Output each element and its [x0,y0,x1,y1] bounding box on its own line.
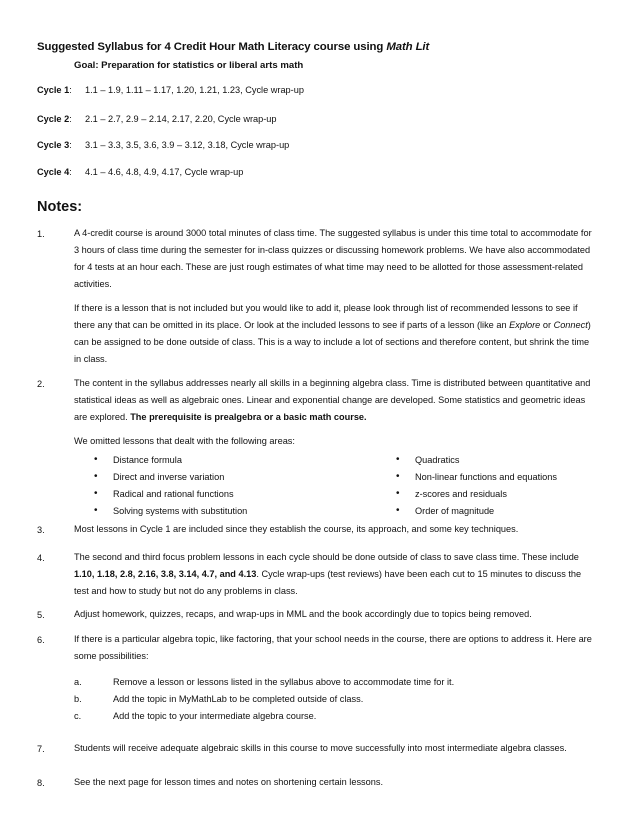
note-6-text: If there is a particular algebra topic, like factoring, that your school needs in the course, there are options to address it. Here are some possibilities: [74,634,592,661]
option-letter: b. [74,694,82,704]
bullet-text: Radical and rational functions [113,489,234,499]
bullet-text: z-scores and residuals [415,489,507,499]
bullet-icon: • [94,471,98,482]
note-number: 6. [37,635,45,645]
cycle-label: Cycle 1 [37,85,70,95]
cycle-2: Cycle 2: 2.1 – 2.7, 2.9 – 2.14, 2.17, 2.20, Cycle wrap-up [37,114,277,124]
note-number: 8. [37,778,45,788]
note-number: 7. [37,744,45,754]
bullet-text: Direct and inverse variation [113,472,225,482]
note-bold-text: 1.10, 1.18, 2.8, 2.16, 3.8, 3.14, 4.7, and 4.13 [74,568,257,579]
note-number: 4. [37,553,45,563]
note-text: ) can be assigned to be done outside of class. This is a way to include a lot of sections and therefore content, but shrink the time in class. [74,319,591,364]
note-4-paragraph [74,549,594,600]
bullet-text: Quadratics [415,455,460,465]
note-number: 3. [37,525,45,535]
bullet-text: Non-linear functions and equations [415,472,557,482]
bullet-text: Distance formula [113,455,182,465]
note-number: 1. [37,229,45,239]
bullet-icon: • [94,454,98,465]
option-letter: a. [74,677,82,687]
cycle-lessons: 2.1 – 2.7, 2.9 – 2.14, 2.17, 2.20, Cycle wrap-up [85,114,277,124]
note-text: The second and third focus problem lessons in each cycle should be done outside of class to save class time. These include [74,552,579,562]
course-goal: Goal: Preparation for statistics or liberal arts math [74,60,304,71]
note-3-text: Most lessons in Cycle 1 are included since they establish the course, its approach, and some key techniques. [74,524,519,534]
note-8-text: See the next page for lesson times and notes on shortening certain lessons. [74,777,383,787]
option-text: Add the topic to your intermediate algebra course. [113,711,317,721]
note-text: The content in the syllabus addresses nearly all skills in a beginning algebra class. Time is distributed between quantitative and statistical ideas as well as algebraic ones. Linear and exponential change are developed. Some statistics and geometric ideas are explored. [74,378,591,422]
cycle-label: Cycle 3 [37,140,70,150]
bullet-icon: • [396,471,400,482]
note-text: . Cycle wrap-ups (test reviews) have been each cut to 15 minutes to discuss the test and how to study but not do any problems in class. [74,568,582,596]
option-text: Remove a lesson or lessons listed in the syllabus above to accommodate time for it. [113,677,455,687]
bullet-icon: • [94,505,98,516]
notes-heading: Notes: [37,199,83,215]
note-5-text: Adjust homework, quizzes, recaps, and wrap-ups in MML and the book accordingly due to topics being removed. [74,609,532,619]
cycle-lessons: 1.1 – 1.9, 1.11 – 1.17, 1.20, 1.21, 1.23, Cycle wrap-up [85,85,304,95]
cycle-lessons: 4.1 – 4.6, 4.8, 4.9, 4.17, Cycle wrap-up [85,167,244,177]
note-7-text: Students will receive adequate algebraic skills in this course to move successfully into most intermediate algebra classes. [74,743,567,753]
option-text: Add the topic in MyMathLab to be completed outside of class. [113,694,364,704]
option-letter: c. [74,711,82,721]
title-text: Suggested Syllabus for 4 Credit Hour Math Literacy course using [37,41,387,53]
note-number: 2. [37,379,45,389]
note-bold-text: The prerequisite is prealgebra or a basic math course. [130,411,367,422]
cycle-1: Cycle 1: 1.1 – 1.9, 1.11 – 1.17, 1.20, 1.21, 1.23, Cycle wrap-up [37,85,304,95]
bullet-icon: • [396,488,400,499]
bullet-text: Solving systems with substitution [113,506,248,516]
document-title [37,41,429,53]
cycle-label: Cycle 4 [37,167,70,177]
note-emphasis: Explore [509,319,541,330]
note-number: 5. [37,610,45,620]
note-text: or [540,319,554,330]
cycle-4: Cycle 4: 4.1 – 4.6, 4.8, 4.9, 4.17, Cycle wrap-up [37,167,244,177]
title-book-name: Math Lit [386,41,430,53]
note-1-paragraph-1: A 4-credit course is around 3000 total minutes of class time. The suggested syllabus is under this time total to accommodate for 3 hours of class time during the semester for in-class quizzes or discussing homework problems. We have also accommodated for 4 tests at an hour each. These are just rough estimates of what time may need to be allotted for those assessment-related activities. [74,228,592,289]
cycle-3: Cycle 3: 3.1 – 3.3, 3.5, 3.6, 3.9 – 3.12, 3.18, Cycle wrap-up [37,140,290,150]
omitted-lessons-intro: We omitted lessons that dealt with the following areas: [74,436,295,446]
cycle-lessons: 3.1 – 3.3, 3.5, 3.6, 3.9 – 3.12, 3.18, Cycle wrap-up [85,140,290,150]
bullet-icon: • [396,454,400,465]
note-2-paragraph [74,375,594,426]
bullet-icon: • [94,488,98,499]
note-emphasis: Connect [553,319,588,330]
note-1-paragraph-2 [74,300,594,368]
cycle-label: Cycle 2 [37,114,70,124]
note-text: If there is a lesson that is not included but you would like to add it, please look through list of recommended lessons to see if there any that can be omitted in its place. Or look at the included lessons to see if parts of a lesson (like an [74,303,578,330]
bullet-icon: • [396,505,400,516]
bullet-text: Order of magnitude [415,506,495,516]
